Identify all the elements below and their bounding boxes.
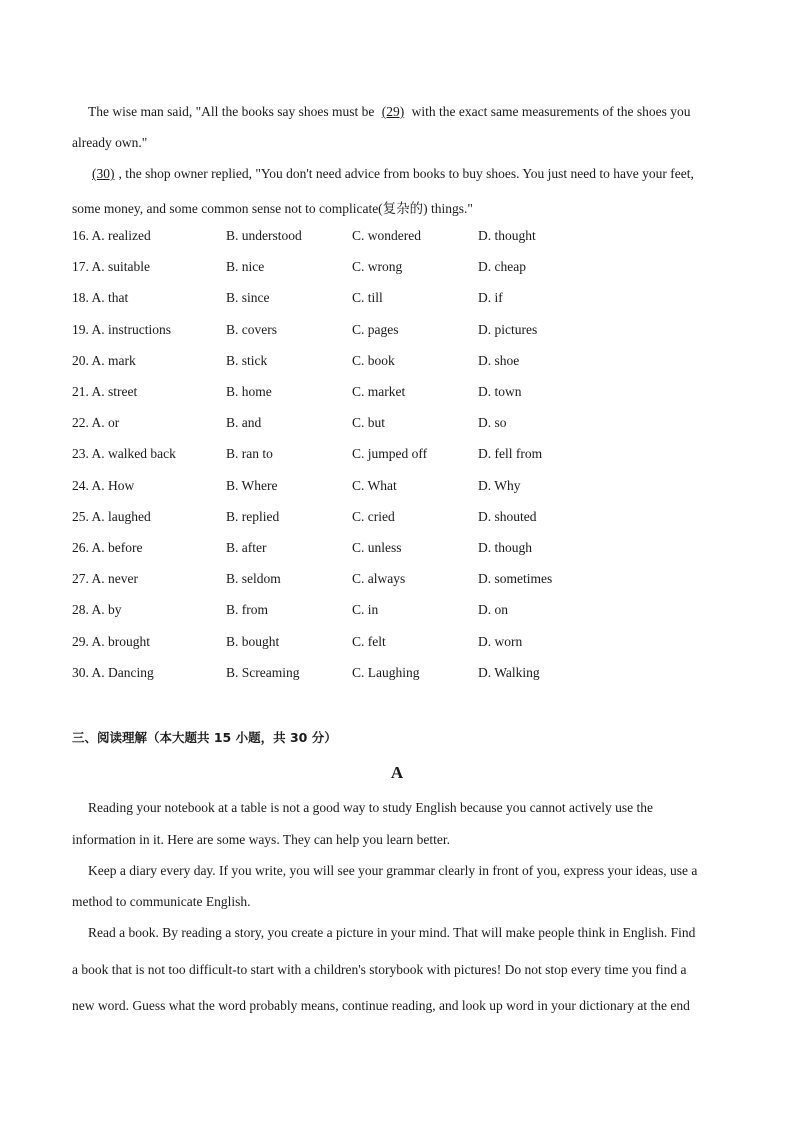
option-d: D. though xyxy=(478,540,532,555)
option-d: D. shoe xyxy=(478,352,520,368)
option-b: B. since xyxy=(226,290,270,306)
option-d: D. if xyxy=(478,290,503,306)
option-a: 24. A. How xyxy=(72,477,135,493)
blank-30: (30) xyxy=(92,166,115,181)
option-a: 21. A. street xyxy=(72,384,138,399)
option-d: D. shouted xyxy=(478,508,537,524)
option-b: B. Where xyxy=(226,477,278,493)
passage-title: A xyxy=(390,763,404,782)
option-c: C. pages xyxy=(352,321,399,337)
option-b: B. from xyxy=(226,602,268,618)
cloze-text: The wise man said, "All the books say shoes must be xyxy=(88,104,378,119)
option-a: 22. A. or xyxy=(72,415,120,431)
option-d: D. town xyxy=(478,384,522,399)
cloze-text-continued: already own." xyxy=(72,135,148,150)
option-b: B. stick xyxy=(226,352,268,368)
option-d: D. cheap xyxy=(478,259,526,275)
option-c: C. always xyxy=(352,571,406,587)
cloze-text-continued: some money, and some common sense not to complicate(复杂的) things." xyxy=(72,201,473,216)
option-c: C. market xyxy=(352,384,406,399)
passage-line: method to communicate English. xyxy=(72,894,251,909)
option-c: C. in xyxy=(352,602,379,618)
option-a: 23. A. walked back xyxy=(72,446,176,462)
option-a: 26. A. before xyxy=(72,540,143,555)
option-d: D. Walking xyxy=(478,664,540,680)
option-c: C. unless xyxy=(352,540,402,555)
option-b: B. home xyxy=(226,384,272,399)
option-c: C. wrong xyxy=(352,259,403,275)
option-b: B. and xyxy=(226,415,262,431)
cloze-paragraph-29 xyxy=(88,104,691,120)
option-a: 29. A. brought xyxy=(72,633,151,649)
option-a: 30. A. Dancing xyxy=(72,664,154,680)
cloze-text: , the shop owner replied, "You don't need advice from books to buy shoes. You just need to have your feet, xyxy=(118,166,694,181)
option-a: 28. A. by xyxy=(72,602,122,618)
option-b: B. replied xyxy=(226,508,280,524)
cloze-text: with the exact same measurements of the shoes you xyxy=(408,104,691,119)
option-d: D. pictures xyxy=(478,321,538,337)
option-c: C. cried xyxy=(352,508,395,524)
option-a: 17. A. suitable xyxy=(72,259,150,275)
option-a: 20. A. mark xyxy=(72,352,136,368)
option-b: B. Screaming xyxy=(226,664,300,680)
section-title: 三、阅读理解（本大题共 15 小题，共 30 分） xyxy=(72,730,337,745)
option-d: D. sometimes xyxy=(478,571,553,587)
option-b: B. bought xyxy=(226,633,280,649)
option-c: C. felt xyxy=(352,633,386,649)
passage-line: a book that is not too difficult-to start with a children's storybook with pictures! Do not stop every time you find a xyxy=(72,962,687,977)
option-b: B. seldom xyxy=(226,571,281,587)
blank-29: (29) xyxy=(381,104,405,119)
option-c: C. wondered xyxy=(352,228,421,243)
option-c: C. till xyxy=(352,290,383,306)
cloze-paragraph-30 xyxy=(88,166,694,182)
passage-line: Keep a diary every day. If you write, you will see your grammar clearly in front of you, express your ideas, use a xyxy=(88,863,698,878)
passage-line: new word. Guess what the word probably means, continue reading, and look up word in your dictionary at the end xyxy=(72,998,690,1013)
option-c: C. jumped off xyxy=(352,446,428,462)
option-a: 16. A. realized xyxy=(72,228,151,243)
option-b: B. ran to xyxy=(226,446,273,462)
option-c: C. but xyxy=(352,415,386,431)
option-b: B. after xyxy=(226,540,267,555)
option-c: C. book xyxy=(352,352,395,368)
option-a: 18. A. that xyxy=(72,290,129,306)
passage-line: Read a book. By reading a story, you create a picture in your mind. That will make people think in English. Find xyxy=(88,925,696,940)
option-a: 25. A. laughed xyxy=(72,508,151,524)
option-b: B. covers xyxy=(226,321,277,337)
option-b: B. nice xyxy=(226,259,265,275)
option-a: 19. A. instructions xyxy=(72,321,172,337)
option-d: D. Why xyxy=(478,477,521,493)
option-d: D. so xyxy=(478,415,507,431)
option-d: D. thought xyxy=(478,228,536,243)
passage-line: Reading your notebook at a table is not a good way to study English because you cannot actively use the xyxy=(88,800,653,815)
option-d: D. worn xyxy=(478,633,523,649)
option-c: C. What xyxy=(352,477,397,493)
option-c: C. Laughing xyxy=(352,664,420,680)
option-a: 27. A. never xyxy=(72,571,138,587)
option-b: B. understood xyxy=(226,228,302,243)
option-d: D. fell from xyxy=(478,446,543,462)
option-d: D. on xyxy=(478,602,508,618)
passage-line: information in it. Here are some ways. They can help you learn better. xyxy=(72,832,450,847)
